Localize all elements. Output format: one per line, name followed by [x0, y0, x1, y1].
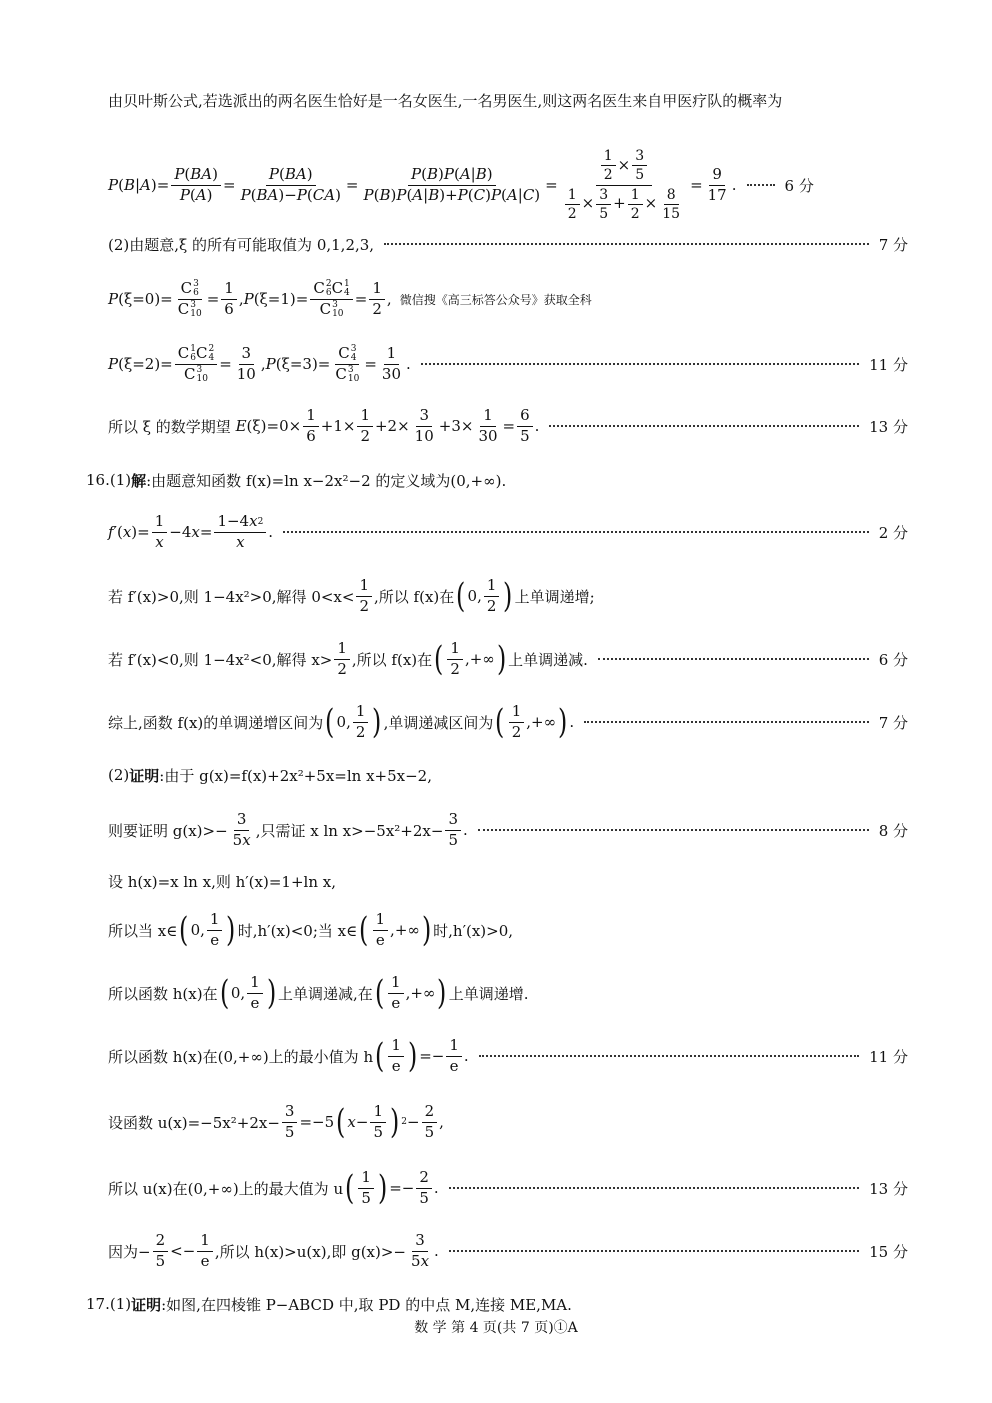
- conclusion-text-a: 因为−: [108, 1242, 151, 1261]
- leader-dots: [479, 1055, 859, 1057]
- increasing-text-b: ,所以 f(x)在: [374, 587, 455, 606]
- interval-half-inf: ( 1 2 ,+∞ ): [495, 702, 568, 742]
- define-h-text: 设 h(x)=x ln x,则 h′(x)=1+ln x,: [108, 872, 336, 891]
- square-term: ( x − 1 5 ) 2: [336, 1102, 407, 1142]
- interval-0-half: ( 0, 1 2 ): [325, 702, 382, 742]
- summary-text-a: 综上,函数 f(x)的单调递增区间为: [108, 713, 324, 732]
- line-summary: 综上,函数 f(x)的单调递增区间为 ( 0, 1 2 ) ,单调递减区间为 ( 1 2 ,+∞ ) . 7 分: [108, 702, 908, 742]
- fraction-1-e: $\frac{1}{e}$: [446, 1037, 462, 1075]
- conclusion-text-b: <−: [170, 1242, 196, 1260]
- u-text-b: =−5: [299, 1113, 335, 1131]
- fraction-2-5: $\frac{2}{5}$: [153, 1232, 169, 1270]
- p0-p1-formula: P (ξ=0)= C 3 6 C 3 10 = 1 6 , P (ξ=1)= C 2 6 C 1 4 C 3 10 = 1 2 ,: [108, 278, 392, 319]
- u-max-text-b: =−: [389, 1179, 415, 1197]
- h-mono-text-a: 所以函数 h(x)在: [108, 984, 218, 1003]
- line-derivative: [108, 502, 908, 562]
- score-7: 7 分: [878, 235, 908, 254]
- line-xi-values: [108, 214, 908, 274]
- leader-dots: [421, 363, 859, 365]
- q17-text: :如图,在四棱锥 P−ABCD 中,取 PD 的中点 M,连接 ME,MA.: [161, 1295, 572, 1314]
- score-2: 2 分: [878, 523, 908, 542]
- interval-0-1e: ( 0, 1 e ): [219, 973, 276, 1013]
- h-mono-text-c: 上单调递增.: [448, 984, 529, 1003]
- q16-solution-label: 解: [131, 471, 147, 490]
- leader-dots: [384, 243, 869, 245]
- h-min-text-a: 所以函数 h(x)在(0,+∞)上的最小值为 h: [108, 1047, 374, 1066]
- fraction-half: 1 2: [356, 577, 372, 615]
- decreasing-text-c: 上单调递减.: [508, 650, 588, 669]
- h-min-text-b: =−: [419, 1047, 445, 1065]
- summary-text-b: ,单调递减区间为: [383, 713, 494, 732]
- leader-dots: [478, 829, 869, 831]
- q17-proof-label: 证明: [131, 1295, 162, 1314]
- score-11: 11 分: [869, 355, 908, 374]
- fraction-3-5x: 3 5 x: [232, 810, 251, 849]
- prove-text-a: 则要证明 g(x)>−: [108, 821, 228, 840]
- decreasing-text-a: 若 f′(x)<0,则 1−4x²<0,解得 x>: [108, 650, 333, 669]
- leader-dots: [584, 721, 869, 723]
- score-11b: 11 分: [869, 1047, 908, 1066]
- score-13: 13 分: [869, 417, 908, 436]
- increasing-text-c: 上单调递增;: [514, 587, 595, 606]
- increasing-text-a: 若 f′(x)>0,则 1−4x²>0,解得 0<x<: [108, 587, 355, 606]
- line-expectation: [108, 396, 908, 456]
- prove-text-b: ,只需证 x ln x>−5x²+2x−: [255, 821, 444, 840]
- fraction-3-5: $\frac{3}{5}$: [282, 1103, 298, 1141]
- score-6: 6 分: [784, 176, 814, 195]
- score-8: 8 分: [878, 821, 908, 840]
- q16-part2-prefix: (2): [108, 766, 130, 784]
- u-text-a: 设函数 u(x)=−5x²+2x−: [108, 1113, 280, 1132]
- leader-dots: [747, 184, 775, 186]
- line-p2-p3: [108, 331, 908, 397]
- xi-values-text: (2)由题意,ξ 的所有可能取值为 0,1,2,3,: [108, 235, 375, 254]
- line-to-prove: 则要证明 g(x)>− 3 5 x ,只需证 x ln x>−5x²+2x− $\frac{3}{5}$ . 8 分: [108, 810, 908, 849]
- arg-1e: ( 1 e ): [375, 1036, 418, 1076]
- line-h-sign: [108, 900, 908, 960]
- q16-number: 16.(1): [86, 471, 132, 489]
- h-sign-text-c: 时,h′(x)>0,: [433, 921, 514, 940]
- line-increasing: [108, 566, 908, 626]
- h-sign-text-b: 时,h′(x)<0;当 x∈: [237, 921, 358, 940]
- line-q16-part2: [108, 745, 908, 805]
- line-bayes-formula: [108, 145, 908, 225]
- bayes-formula: P ( B | A )= P ( BA ) P ( A ) = P ( BA ) P ( BA )− P ( CA ) = P ( B ) P ( A | B ) P ( B ) P ( A | B )+ P ( C ) P ( A | C ) = 1 2 × 3 5 1 2 × 3 5 + 1 2 × 8 15 = 9 17 .: [108, 148, 737, 222]
- score-13b: 13 分: [869, 1179, 908, 1198]
- score-6b: 6 分: [878, 650, 908, 669]
- expectation-prefix: 所以 ξ 的数学期望: [108, 417, 231, 436]
- q16-part2-text: :由于 g(x)=f(x)+2x²+5x=ln x+5x−2,: [159, 766, 432, 785]
- leader-dots: [549, 425, 859, 427]
- watermark-note: 微信搜《高三标答公众号》获取全科: [399, 292, 592, 307]
- u-text-c: −: [406, 1113, 420, 1131]
- u-max-text-a: 所以 u(x)在(0,+∞)上的最大值为 u: [108, 1179, 344, 1198]
- intro-text: 由贝叶斯公式,若选派出的两名医生恰好是一名女医生,一名男医生,则这两名医生来自甲医疗队的概率为: [108, 91, 783, 110]
- h-mono-text-b: 上单调递减,在: [277, 984, 373, 1003]
- leader-dots: [598, 658, 869, 660]
- fraction-3-5: $\frac{3}{5}$: [445, 811, 461, 849]
- fraction-half: 1 2: [334, 640, 350, 678]
- line-q16-domain: [86, 450, 908, 510]
- line-bayes-intro: [108, 70, 908, 130]
- interval-1e-inf: ( 1 e ,+∞ ): [359, 910, 432, 950]
- line-decreasing: [108, 629, 908, 689]
- line-h-min: 所以函数 h(x)在(0,+∞)上的最小值为 h ( 1 e ) =− $\frac{1}{e}$ . 11 分: [108, 1036, 908, 1076]
- interval-1e-inf: ( 1 e ,+∞ ): [374, 973, 447, 1013]
- conclusion-text-c: ,所以 h(x)>u(x),即 g(x)>−: [214, 1242, 407, 1261]
- score-7b: 7 分: [878, 713, 908, 732]
- arg-1-5: ( 1 5 ): [345, 1168, 388, 1208]
- fraction-3-5x: 3 5 x: [411, 1231, 430, 1270]
- q16-proof-label: 证明: [129, 766, 160, 785]
- decreasing-text-b: ,所以 f(x)在: [351, 650, 433, 669]
- fraction-1-e: $\frac{1}{e}$: [197, 1232, 213, 1270]
- score-15: 15 分: [869, 1242, 908, 1261]
- h-sign-text-a: 所以当 x∈: [108, 921, 178, 940]
- line-h-monotone: [108, 963, 908, 1023]
- q16-domain-text: :由题意知函数 f(x)=ln x−2x²−2 的定义域为(0,+∞).: [146, 471, 507, 490]
- interval-0-1e: ( 0, 1 e ): [179, 910, 236, 950]
- expectation-formula: E (ξ)=0× 1 6 +1× 1 2 +2× 3 10 +3× 1 30 = 6 5 .: [235, 406, 540, 445]
- fraction-2-5: $\frac{2}{5}$: [416, 1169, 432, 1207]
- line-u-max: 所以 u(x)在(0,+∞)上的最大值为 u ( 1 5 ) =− $\frac{2}{5}$ . 13 分: [108, 1168, 908, 1208]
- line-define-u: 设函数 u(x)=−5x²+2x− $\frac{3}{5}$ =−5 ( x − 1 5 ) 2 − $\frac{2}{5}$ ,: [108, 1102, 444, 1142]
- p2-p3-formula: P (ξ=2)= C 1 6 C 2 4 C 3 10 = 3 10 , P (ξ=3)= C 3 4 C 3 10 = 1 30 .: [108, 343, 411, 384]
- interval-0-half: ( 0, 1 2 ): [456, 576, 513, 616]
- q17-number: 17.(1): [86, 1295, 132, 1313]
- line-p0-p1: [108, 266, 908, 332]
- fraction-2-5: $\frac{2}{5}$: [422, 1103, 438, 1141]
- leader-dots: [449, 1250, 859, 1252]
- page-footer: 数 学 第 4 页(共 7 页)①A: [414, 1320, 578, 1336]
- leader-dots: [283, 531, 869, 533]
- interval-half-inf: ( 1 2 ,+∞ ): [434, 639, 507, 679]
- derivative-formula: f ′( x )= 1 x −4 x = 1−4 x 2 x .: [108, 512, 274, 551]
- leader-dots: [449, 1187, 859, 1189]
- line-conclusion: 因为− $\frac{2}{5}$ <− $\frac{1}{e}$ ,所以 h(x)>u(x),即 g(x)>− 3 5 x . 15 分: [108, 1231, 908, 1270]
